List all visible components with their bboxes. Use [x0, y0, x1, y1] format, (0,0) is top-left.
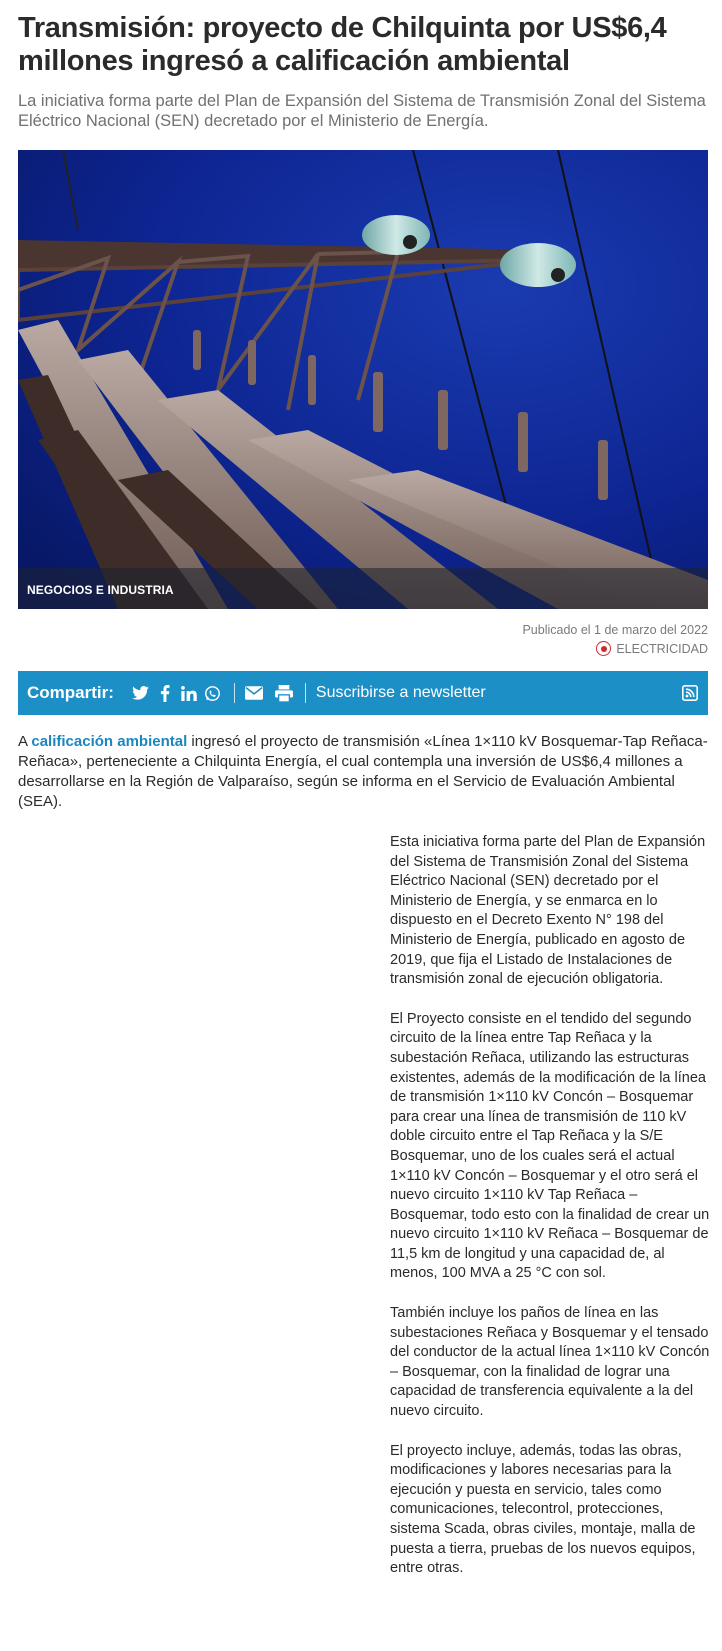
section-tag[interactable]: NEGOCIOS E INDUSTRIA [27, 583, 174, 597]
print-icon[interactable] [275, 684, 293, 702]
target-icon [596, 641, 611, 656]
rss-icon[interactable] [682, 685, 698, 701]
body-paragraph: También incluye los paños de línea en las subestaciones Reñaca y Bosquemar y el tensado del conductor de la actual línea 1×110 kV Concón – Bosquemar, con la finalidad de lograr una capacidad de transferencia equivalente a la del nuevo circuito. [390, 1305, 710, 1420]
newsletter-link[interactable]: Suscribirse a newsletter [315, 684, 486, 701]
share-label: Compartir: [27, 683, 114, 702]
body-paragraph: Esta iniciativa forma parte del Plan de Expansión del Sistema de Transmisión Zonal del Sistema Eléctrico Nacional (SEN) decretado por el Ministerio de Energía, y se enmarca en lo dispuesto en el Decreto Exento N° 198 del Ministerio de Energía, publicado en agosto de 2019, que fija el Listado de Instalaciones de transmisión zonal de ejecución obligatoria. [390, 834, 706, 988]
article-subtitle: La iniciativa forma parte del Plan de Expansión del Sistema de Transmisión Zonal del Sistema Eléctrico Nacional (SEN) decretado por el Ministerio de Energía. [18, 92, 706, 130]
email-icon[interactable] [245, 684, 263, 702]
body-paragraph: El proyecto incluye, además, todas las obras, modificaciones y labores necesarias para la ejecución y puesta en servicio, tales como comunicaciones, telecontrol, protecciones, sistema Scada, obras civiles, montaje, malla de puesta a tierra, pruebas de los nuevos equipos, entre otras. [390, 1442, 696, 1577]
share-bar [18, 671, 708, 715]
calificacion-ambiental-link[interactable]: calificación ambiental [31, 733, 188, 750]
hero-image [18, 150, 708, 609]
article-title: Transmisión: proyecto de Chilquinta por US$6,4 millones ingresó a calificación ambiental [18, 12, 667, 77]
lead-text: ingresó el proyecto de transmisión «Línea 1×110 kV Bosquemar-Tap Reñaca-Reñaca», perteneciente a Chilquinta Energía, el cual contempla una inversión de US$6,4 millones a desarrollarse en la Región de Valparaíso, según se informa en el Servicio de Evaluación Ambiental (SEA). [18, 733, 708, 810]
facebook-icon[interactable] [156, 684, 174, 702]
body-paragraph: El Proyecto consiste en el tendido del segundo circuito de la línea entre Tap Reñaca y la subestación Reñaca, utilizando las estructuras existentes, además de la modificación de la línea de transmisión 1×110 kV Concón – Bosquemar para crear una línea de transmisión de 110 kV doble circuito entre el Tap Reñaca y la S/E Bosquemar, uno de los cuales será el actual 1×110 kV Concón – Bosquemar y el otro será el nuevo circuito 1×110 kV Tap Reñaca – Bosquemar, todo esto con la finalidad de crear un nuevo circuito 1×110 kV Reñaca – Bosquemar de 11,5 km de longitud y una capacidad de, al menos, 100 MVA a 25 °C con sol. [390, 1010, 710, 1282]
twitter-icon[interactable] [132, 684, 150, 702]
category-link[interactable] [596, 641, 708, 656]
share-divider [305, 683, 306, 703]
article-body [390, 833, 710, 1599]
share-divider [234, 683, 235, 703]
transmission-tower-photo [18, 150, 708, 609]
lead-prefix: A [18, 733, 32, 750]
linkedin-icon[interactable] [180, 684, 198, 702]
lead-paragraph [18, 732, 708, 812]
whatsapp-icon[interactable] [204, 684, 222, 702]
publish-date: Publicado el 1 de marzo del 2022 [522, 623, 708, 637]
category-label: ELECTRICIDAD [616, 641, 708, 656]
